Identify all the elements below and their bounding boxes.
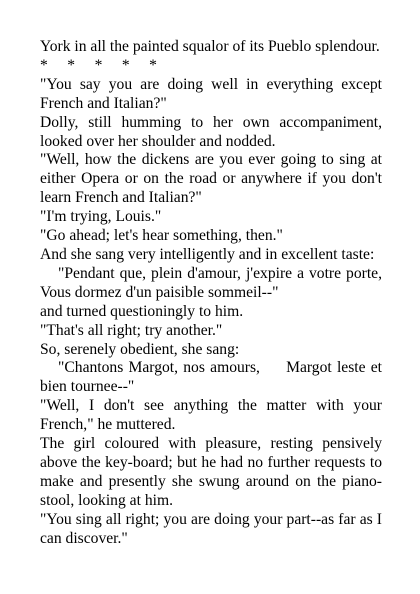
section-break: * * * * * — [40, 56, 157, 74]
paragraph: "I'm trying, Louis." — [40, 208, 162, 226]
paragraph: Dolly, still humming to her own accompaniment, looked over her shoulder and nodded. — [40, 113, 382, 150]
song-verse: "Chantons Margot, nos amours, Margot leste et bien tournee--" — [40, 359, 386, 396]
paragraph: So, serenely obedient, she sang: — [40, 340, 240, 358]
paragraph: "You sing all right; you are doing your part--as far as I can discover." — [40, 510, 382, 547]
paragraph: and turned questioningly to him. — [40, 302, 244, 320]
paragraph: "You say you are doing well in everything except French and Italian?" — [40, 75, 382, 112]
paragraph: "Go ahead; let's hear something, then." — [40, 227, 283, 245]
paragraph: And she sang very intelligently and in excellent taste: — [40, 245, 375, 263]
paragraph: "Well, I don't see anything the matter with your French," he muttered. — [40, 397, 382, 434]
paragraph: "That's all right; try another." — [40, 321, 223, 339]
song-verse: "Pendant que, plein d'amour, j'expire a votre porte, Vous dormez d'un paisible sommeil--" — [40, 264, 382, 301]
book-page-text — [40, 38, 386, 548]
paragraph: York in all the painted squalor of its Pueblo splendour. — [40, 38, 380, 55]
paragraph: The girl coloured with pleasure, resting pensively above the key-board; but he had no further requests to make and presently she swung around on the piano-stool, looking at him. — [40, 435, 382, 509]
paragraph: "Well, how the dickens are you ever going to sing at either Opera or on the road or anywhere if you don't learn French and Italian?" — [40, 151, 382, 207]
